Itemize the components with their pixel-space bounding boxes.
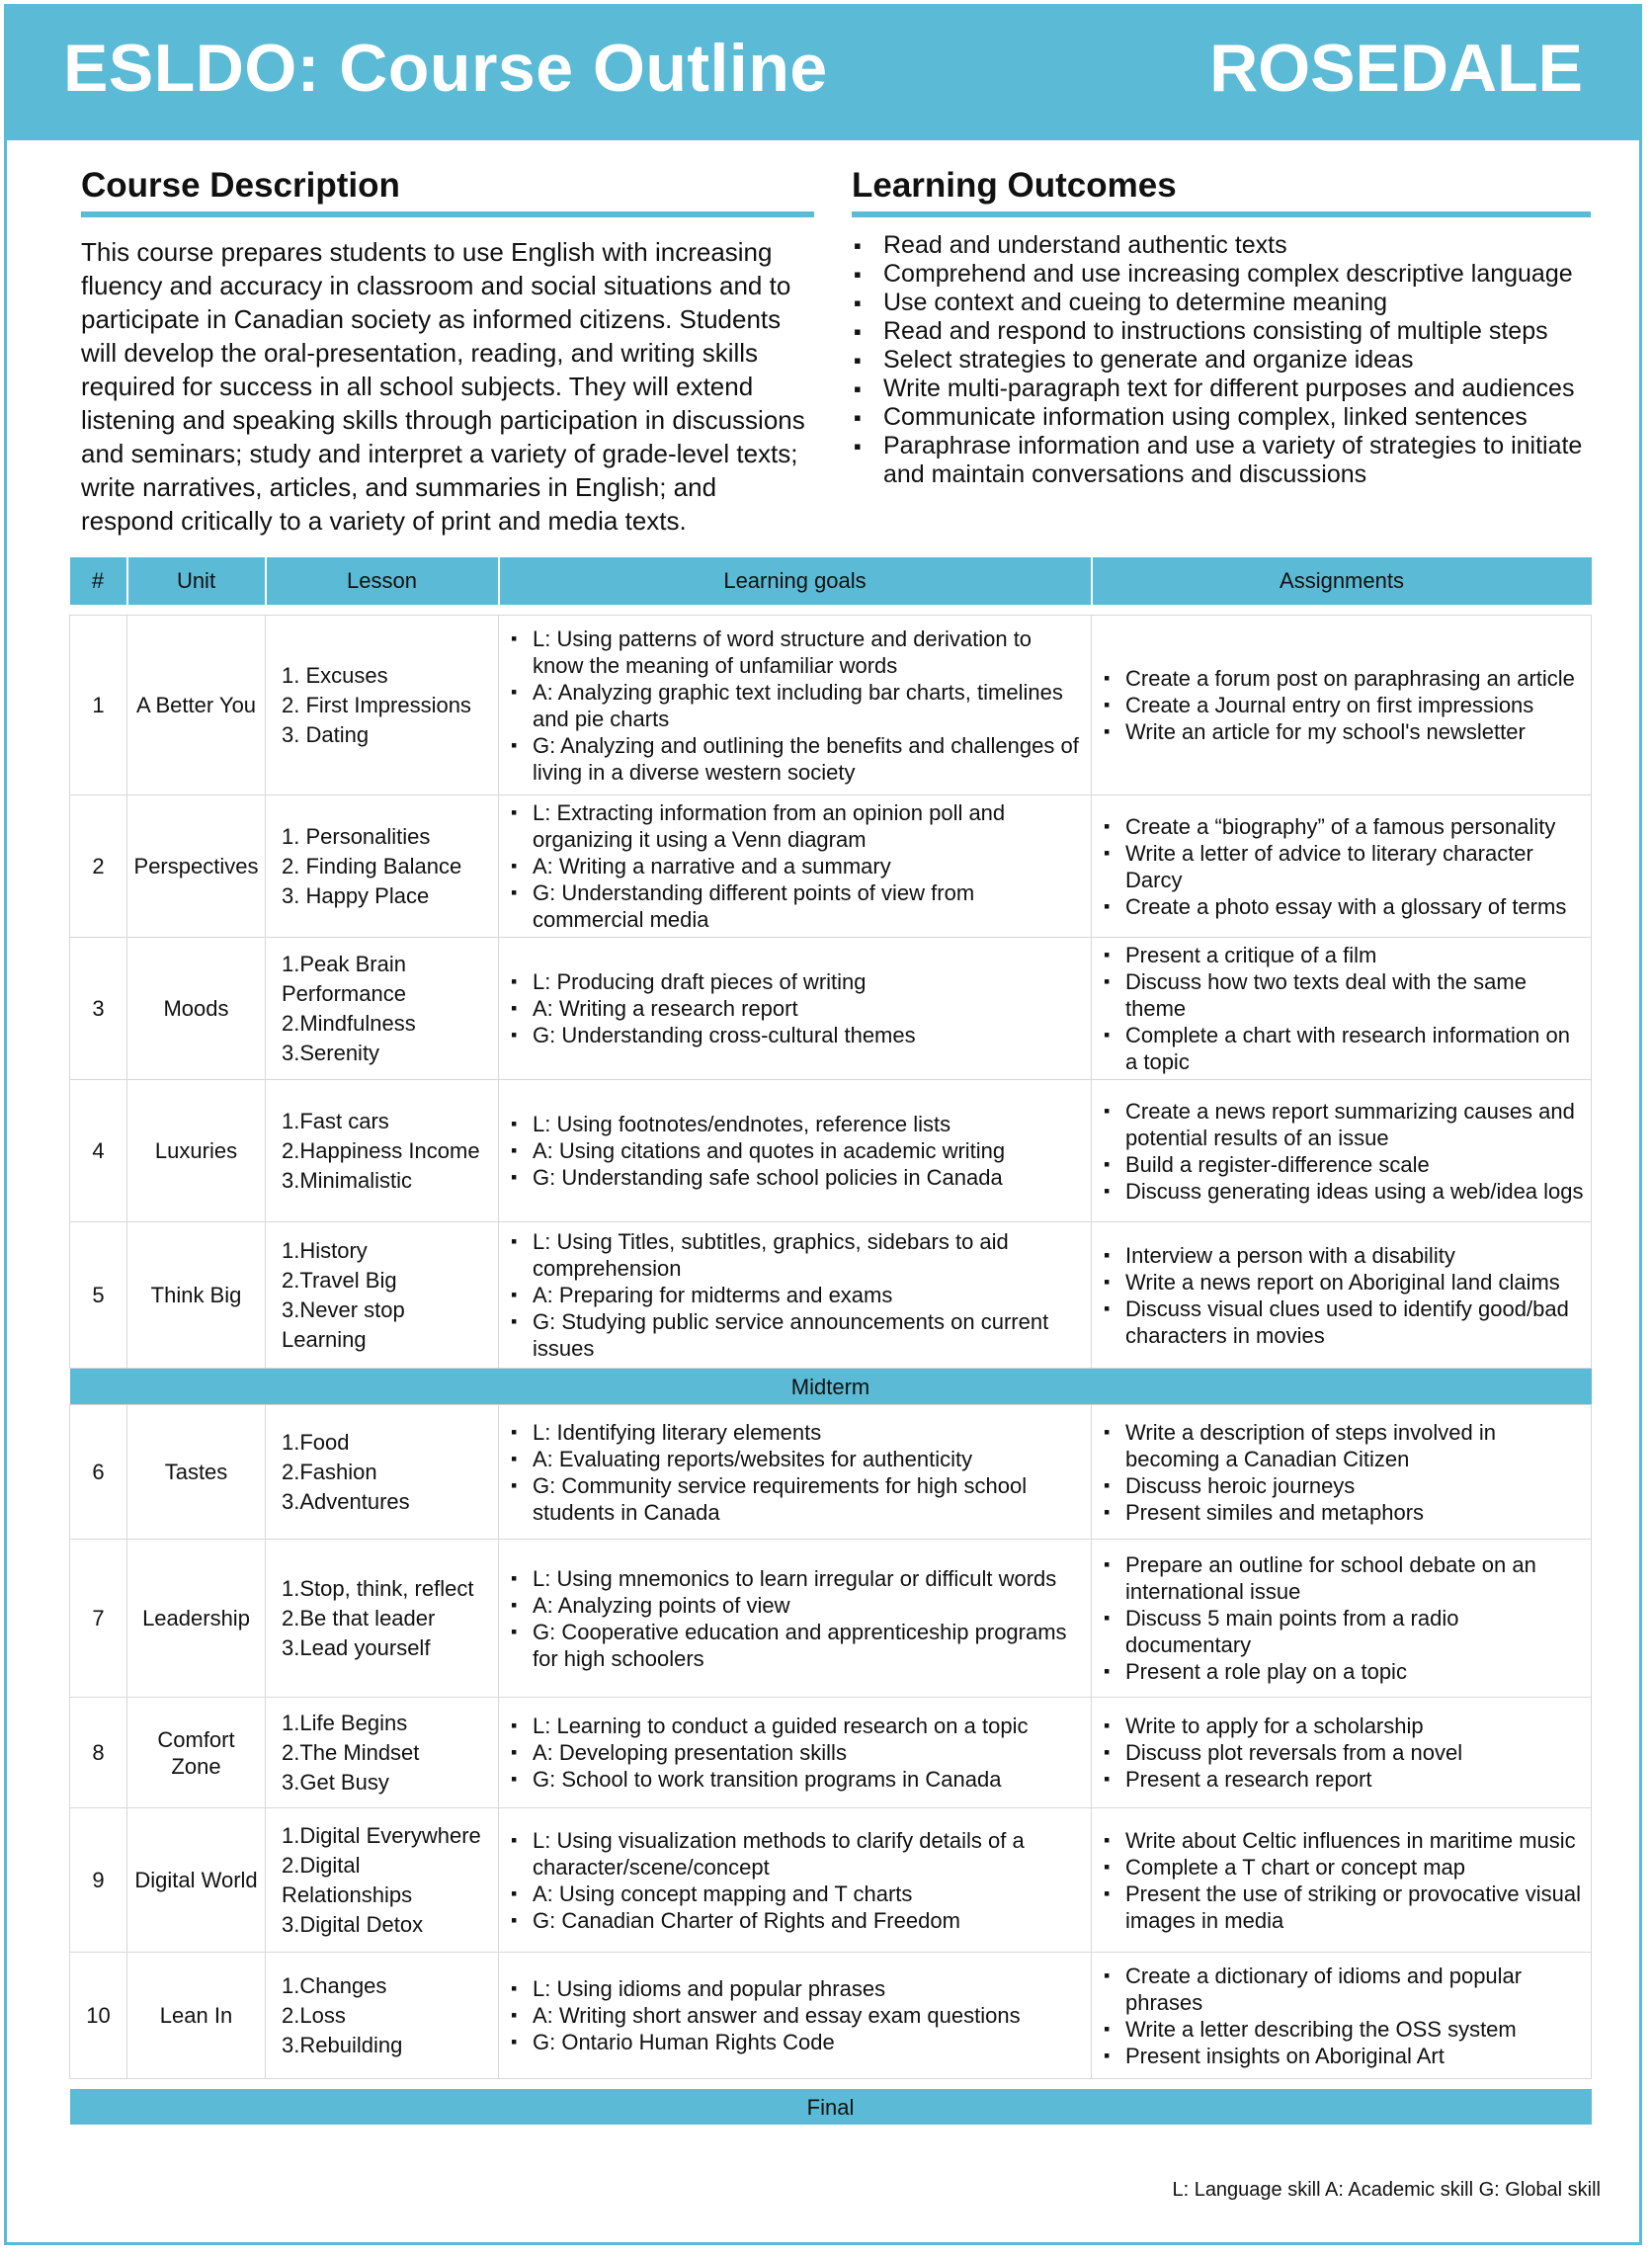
outcome-item: ▪ Read and understand authentic texts xyxy=(852,231,1591,260)
lesson-item: 3. Happy Place xyxy=(282,882,430,908)
outcome-item: ▪ Select strategies to generate and organize ideas xyxy=(852,346,1591,375)
unit-name-cell: A Better You xyxy=(127,616,266,795)
lessons-cell xyxy=(266,795,499,938)
course-description-heading: Course Description xyxy=(81,166,814,217)
lessons-list xyxy=(272,950,492,1068)
learning-goals-list xyxy=(505,1827,1085,1934)
assignments-cell xyxy=(1092,1698,1592,1808)
learning-goal-item: ▪ G: Studying public service announcements on current issues xyxy=(505,1308,1085,1362)
final-row xyxy=(70,2089,1592,2125)
header-banner xyxy=(4,4,1642,140)
lessons-list xyxy=(272,1574,492,1663)
learning-goals-cell xyxy=(499,1808,1092,1953)
assignment-item: ▪ Write a news report on Aboriginal land claims xyxy=(1098,1269,1585,1296)
assignment-item: ▪ Write to apply for a scholarship xyxy=(1098,1713,1585,1739)
learning-goals-list xyxy=(505,799,1085,933)
lesson-item: 2.Digital Relationships xyxy=(282,1852,413,1907)
learning-goal-item: ▪ G: Cooperative education and apprenticeship programs for high schoolers xyxy=(505,1619,1085,1672)
lesson-item: 2.Loss xyxy=(282,2002,346,2028)
assignments-list xyxy=(1098,1963,1585,2069)
unit-number-cell: 7 xyxy=(70,1540,127,1698)
learning-goals-cell xyxy=(499,938,1092,1080)
lesson-item: 3.Digital Detox xyxy=(282,1911,424,1937)
learning-goal-item: ▪ G: Analyzing and outlining the benefits and challenges of living in a diverse western society xyxy=(505,732,1085,786)
lesson-item: 3.Get Busy xyxy=(282,1769,389,1795)
assignment-item: ▪ Discuss generating ideas using a web/idea logs xyxy=(1098,1178,1585,1205)
learning-goal-item: ▪ L: Identifying literary elements xyxy=(505,1419,1085,1446)
learning-goal-item: ▪ G: Community service requirements for high school students in Canada xyxy=(505,1472,1085,1526)
unit-number-cell: 9 xyxy=(70,1808,127,1953)
column-header-unit: Unit xyxy=(127,557,266,605)
school-name: ROSEDALE xyxy=(1209,31,1583,106)
page-title: ESLDO: Course Outline xyxy=(63,31,828,106)
learning-goal-item: ▪ A: Using concept mapping and T charts xyxy=(505,1881,1085,1907)
learning-goal-item: ▪ L: Using Titles, subtitles, graphics, sidebars to aid comprehension xyxy=(505,1228,1085,1282)
assignments-list xyxy=(1098,1242,1585,1349)
learning-goals-list xyxy=(505,1713,1085,1793)
lesson-item: 1.Food xyxy=(282,1429,350,1455)
assignment-item: ▪ Create a news report summarizing causes and potential results of an issue xyxy=(1098,1098,1585,1151)
assignment-item: ▪ Present insights on Aboriginal Art xyxy=(1098,2043,1585,2069)
learning-goals-cell xyxy=(499,616,1092,795)
lessons-list xyxy=(272,1428,492,1517)
lesson-item: 2. Finding Balance xyxy=(282,853,462,878)
lessons-list xyxy=(272,1709,492,1797)
learning-goal-item: ▪ G: Canadian Charter of Rights and Freedom xyxy=(505,1907,1085,1934)
lessons-cell xyxy=(266,1698,499,1808)
midterm-row xyxy=(70,1369,1592,1405)
assignment-item: ▪ Complete a T chart or concept map xyxy=(1098,1854,1585,1881)
assignment-item: ▪ Discuss heroic journeys xyxy=(1098,1472,1585,1499)
unit-name-cell: Digital World xyxy=(127,1808,266,1953)
lessons-list xyxy=(272,822,492,911)
learning-outcomes-list xyxy=(852,231,1591,489)
learning-goal-item: ▪ L: Extracting information from an opinion poll and organizing it using a Venn diagram xyxy=(505,799,1085,853)
lessons-cell xyxy=(266,938,499,1080)
course-table xyxy=(69,557,1592,2125)
outcome-item: ▪ Comprehend and use increasing complex descriptive language xyxy=(852,260,1591,289)
learning-goal-item: ▪ L: Using idioms and popular phrases xyxy=(505,1975,1085,2002)
lesson-item: 1.Stop, think, reflect xyxy=(282,1575,474,1601)
lesson-item: 1.Digital Everywhere xyxy=(282,1822,481,1848)
lesson-item: 1. Personalities xyxy=(282,823,431,849)
table-row xyxy=(70,1405,1592,1540)
lesson-item: 1.Peak Brain Performance xyxy=(282,951,406,1006)
learning-goal-item: ▪ A: Writing a narrative and a summary xyxy=(505,853,1085,879)
lessons-list xyxy=(272,1107,492,1196)
lesson-item: 3.Lead yourself xyxy=(282,1634,431,1660)
assignments-list xyxy=(1098,813,1585,920)
unit-number-cell: 10 xyxy=(70,1953,127,2079)
learning-goals-list xyxy=(505,1565,1085,1672)
learning-goals-list xyxy=(505,968,1085,1048)
lesson-item: 2.Mindfulness xyxy=(282,1010,416,1036)
assignment-item: ▪ Write an article for my school's newsletter xyxy=(1098,718,1585,745)
lesson-item: 3.Minimalistic xyxy=(282,1167,413,1193)
outcome-item: ▪ Write multi-paragraph text for different purposes and audiences xyxy=(852,375,1591,403)
assignments-list xyxy=(1098,942,1585,1075)
learning-goals-list xyxy=(505,1228,1085,1362)
learning-goals-cell xyxy=(499,1405,1092,1540)
assignments-cell xyxy=(1092,1405,1592,1540)
assignment-item: ▪ Present a critique of a film xyxy=(1098,942,1585,968)
unit-name-cell: Luxuries xyxy=(127,1080,266,1222)
unit-number-cell: 6 xyxy=(70,1405,127,1540)
assignment-item: ▪ Interview a person with a disability xyxy=(1098,1242,1585,1269)
learning-goals-cell xyxy=(499,1540,1092,1698)
unit-name-cell: Tastes xyxy=(127,1405,266,1540)
learning-goal-item: ▪ A: Evaluating reports/websites for authenticity xyxy=(505,1446,1085,1472)
learning-goal-item: ▪ A: Preparing for midterms and exams xyxy=(505,1282,1085,1308)
unit-number-cell: 2 xyxy=(70,795,127,938)
column-header-number: # xyxy=(70,557,127,605)
outcome-item: ▪ Use context and cueing to determine meaning xyxy=(852,289,1591,317)
assignments-cell xyxy=(1092,616,1592,795)
learning-goal-item: ▪ G: Understanding safe school policies in Canada xyxy=(505,1164,1085,1191)
table-row xyxy=(70,795,1592,938)
table-body xyxy=(70,605,1592,2125)
lesson-item: 1. Excuses xyxy=(282,662,388,688)
assignment-item: ▪ Present a role play on a topic xyxy=(1098,1658,1585,1685)
learning-goal-item: ▪ G: School to work transition programs in Canada xyxy=(505,1766,1085,1793)
assignments-cell xyxy=(1092,1953,1592,2079)
lessons-cell xyxy=(266,1540,499,1698)
lesson-item: 2. First Impressions xyxy=(282,692,471,717)
learning-goal-item: ▪ L: Using patterns of word structure and derivation to know the meaning of unfamiliar words xyxy=(505,626,1085,679)
column-header-lesson: Lesson xyxy=(266,557,499,605)
lesson-item: 2.Travel Big xyxy=(282,1267,397,1293)
assignments-list xyxy=(1098,1419,1585,1526)
learning-goal-item: ▪ G: Understanding cross-cultural themes xyxy=(505,1022,1085,1048)
learning-goal-item: ▪ A: Using citations and quotes in academic writing xyxy=(505,1137,1085,1164)
lesson-item: 2.Happiness Income xyxy=(282,1137,480,1163)
unit-number-cell: 1 xyxy=(70,616,127,795)
assignments-cell xyxy=(1092,1808,1592,1953)
assignment-item: ▪ Create a “biography” of a famous personality xyxy=(1098,813,1585,840)
unit-name-cell: Moods xyxy=(127,938,266,1080)
learning-goal-item: ▪ A: Developing presentation skills xyxy=(505,1739,1085,1766)
table-row xyxy=(70,616,1592,795)
table-spacer-row xyxy=(70,2079,1592,2090)
table-row xyxy=(70,1540,1592,1698)
learning-goals-cell xyxy=(499,1080,1092,1222)
table-row xyxy=(70,1953,1592,2079)
assignment-item: ▪ Present a research report xyxy=(1098,1766,1585,1793)
assignments-list xyxy=(1098,1551,1585,1685)
lesson-item: 3.Serenity xyxy=(282,1040,380,1065)
learning-goal-item: ▪ L: Using visualization methods to clarify details of a character/scene/concept xyxy=(505,1827,1085,1881)
table-row xyxy=(70,1222,1592,1369)
learning-outcomes-heading: Learning Outcomes xyxy=(852,166,1591,217)
assignments-cell xyxy=(1092,1222,1592,1369)
assignments-list xyxy=(1098,1827,1585,1934)
learning-goals-cell xyxy=(499,1953,1092,2079)
lessons-cell xyxy=(266,616,499,795)
outcome-item: ▪ Read and respond to instructions consisting of multiple steps xyxy=(852,317,1591,346)
learning-goals-cell xyxy=(499,1698,1092,1808)
outcome-item: ▪ Communicate information using complex, linked sentences xyxy=(852,403,1591,432)
unit-name-cell: Think Big xyxy=(127,1222,266,1369)
lesson-item: 1.Fast cars xyxy=(282,1108,389,1133)
midterm-label: Midterm xyxy=(70,1369,1592,1405)
learning-goal-item: ▪ A: Analyzing graphic text including bar charts, timelines and pie charts xyxy=(505,679,1085,732)
assignment-item: ▪ Write about Celtic influences in maritime music xyxy=(1098,1827,1585,1854)
lesson-item: 1.Changes xyxy=(282,1972,387,1998)
table-row xyxy=(70,1698,1592,1808)
assignment-item: ▪ Prepare an outline for school debate on an international issue xyxy=(1098,1551,1585,1605)
unit-name-cell: Leadership xyxy=(127,1540,266,1698)
unit-number-cell: 5 xyxy=(70,1222,127,1369)
assignment-item: ▪ Create a Journal entry on first impressions xyxy=(1098,692,1585,718)
assignment-item: ▪ Create a photo essay with a glossary of terms xyxy=(1098,893,1585,920)
learning-goal-item: ▪ A: Writing a research report xyxy=(505,995,1085,1022)
spacer-cell xyxy=(70,2079,1592,2090)
assignment-item: ▪ Discuss visual clues used to identify good/bad characters in movies xyxy=(1098,1296,1585,1349)
unit-name-cell: Perspectives xyxy=(127,795,266,938)
outcome-item: ▪ Paraphrase information and use a variety of strategies to initiate and maintain conversations and discussions xyxy=(852,432,1591,489)
assignment-item: ▪ Present similes and metaphors xyxy=(1098,1499,1585,1526)
lesson-item: 2.Fashion xyxy=(282,1459,377,1484)
unit-number-cell: 4 xyxy=(70,1080,127,1222)
lesson-item: 3.Adventures xyxy=(282,1488,410,1514)
assignment-item: ▪ Write a letter of advice to literary character Darcy xyxy=(1098,840,1585,893)
column-header-assignments: Assignments xyxy=(1092,557,1592,605)
assignment-item: ▪ Discuss how two texts deal with the same theme xyxy=(1098,968,1585,1022)
lesson-item: 2.The Mindset xyxy=(282,1739,420,1765)
learning-outcomes-section xyxy=(852,166,1591,489)
lesson-item: 3.Rebuilding xyxy=(282,2032,403,2057)
assignments-list xyxy=(1098,665,1585,745)
assignment-item: ▪ Create a forum post on paraphrasing an article xyxy=(1098,665,1585,692)
unit-number-cell: 8 xyxy=(70,1698,127,1808)
lessons-list xyxy=(272,1236,492,1355)
table-spacer-row xyxy=(70,605,1592,616)
column-header-learning-goals: Learning goals xyxy=(499,557,1092,605)
learning-goals-list xyxy=(505,1419,1085,1526)
lesson-item: 3.Never stop Learning xyxy=(282,1296,405,1352)
learning-goals-list xyxy=(505,626,1085,786)
unit-name-cell: Lean In xyxy=(127,1953,266,2079)
lessons-cell xyxy=(266,1953,499,2079)
assignments-list xyxy=(1098,1098,1585,1205)
learning-goal-item: ▪ G: Understanding different points of view from commercial media xyxy=(505,879,1085,933)
lessons-cell xyxy=(266,1222,499,1369)
table-row xyxy=(70,1808,1592,1953)
learning-goal-item: ▪ L: Producing draft pieces of writing xyxy=(505,968,1085,995)
learning-goal-item: ▪ A: Analyzing points of view xyxy=(505,1592,1085,1619)
assignment-item: ▪ Create a dictionary of idioms and popular phrases xyxy=(1098,1963,1585,2016)
lessons-list xyxy=(272,1821,492,1940)
learning-goals-cell xyxy=(499,795,1092,938)
lesson-item: 1.Life Begins xyxy=(282,1710,408,1735)
assignments-cell xyxy=(1092,1080,1592,1222)
assignment-item: ▪ Build a register-difference scale xyxy=(1098,1151,1585,1178)
learning-goal-item: ▪ L: Learning to conduct a guided research on a topic xyxy=(505,1713,1085,1739)
assignments-cell xyxy=(1092,938,1592,1080)
table-header-row xyxy=(70,557,1592,605)
learning-goals-list xyxy=(505,1111,1085,1191)
learning-goal-item: ▪ G: Ontario Human Rights Code xyxy=(505,2029,1085,2055)
lessons-cell xyxy=(266,1808,499,1953)
lesson-item: 2.Be that leader xyxy=(282,1605,436,1630)
unit-number-cell: 3 xyxy=(70,938,127,1080)
learning-goals-list xyxy=(505,1975,1085,2055)
skill-legend: L: Language skill A: Academic skill G: Global skill xyxy=(1172,2179,1601,2201)
lesson-item: 3. Dating xyxy=(282,721,370,747)
unit-name-cell: Comfort Zone xyxy=(127,1698,266,1808)
assignments-list xyxy=(1098,1713,1585,1793)
lessons-cell xyxy=(266,1405,499,1540)
lessons-cell xyxy=(266,1080,499,1222)
course-description-section xyxy=(81,166,814,538)
table-row xyxy=(70,938,1592,1080)
assignment-item: ▪ Complete a chart with research information on a topic xyxy=(1098,1022,1585,1075)
assignment-item: ▪ Discuss plot reversals from a novel xyxy=(1098,1739,1585,1766)
learning-goal-item: ▪ L: Using mnemonics to learn irregular or difficult words xyxy=(505,1565,1085,1592)
spacer-cell xyxy=(70,605,1592,616)
table-row xyxy=(70,1080,1592,1222)
lessons-list xyxy=(272,1971,492,2060)
lessons-list xyxy=(272,661,492,750)
assignment-item: ▪ Write a letter describing the OSS system xyxy=(1098,2016,1585,2043)
learning-goals-cell xyxy=(499,1222,1092,1369)
assignments-cell xyxy=(1092,795,1592,938)
course-description-text: This course prepares students to use English with increasing fluency and accuracy in classroom and social situations and to participate in Canadian society as informed citizens. Students will develop the oral-presentation, reading, and writing skills required for success in all school subjects. They will extend listening and speaking skills through participation in discussions and seminars; study and interpret a variety of grade-level texts; write narratives, articles, and summaries in English; and respond critically to a variety of print and media texts. xyxy=(81,237,805,536)
assignment-item: ▪ Write a description of steps involved in becoming a Canadian Citizen xyxy=(1098,1419,1585,1472)
lesson-item: 1.History xyxy=(282,1237,368,1263)
assignment-item: ▪ Discuss 5 main points from a radio documentary xyxy=(1098,1605,1585,1658)
learning-goal-item: ▪ L: Using footnotes/endnotes, reference lists xyxy=(505,1111,1085,1137)
final-label: Final xyxy=(70,2089,1592,2125)
assignment-item: ▪ Present the use of striking or provocative visual images in media xyxy=(1098,1881,1585,1934)
assignments-cell xyxy=(1092,1540,1592,1698)
learning-goal-item: ▪ A: Writing short answer and essay exam questions xyxy=(505,2002,1085,2029)
